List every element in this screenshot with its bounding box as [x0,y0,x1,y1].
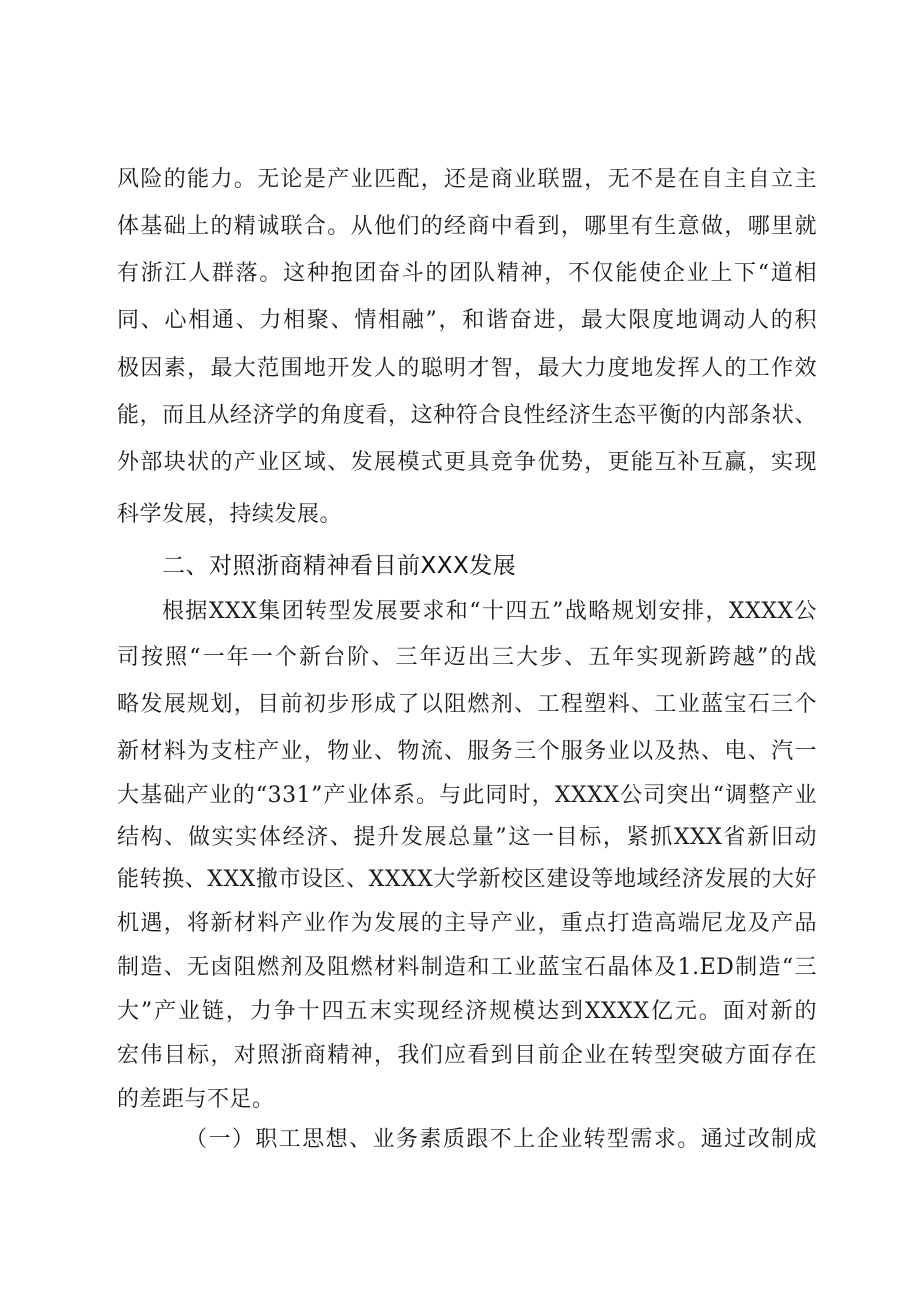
paragraph-2-line-2: 司按照“一年一个新台阶、三年迈出三大步、五年实现新跨越”的战 [117,645,817,670]
paragraph-1-line-3: 有浙江人群落。这种抱团奋斗的团队精神，不仅能使企业上下“道相 [117,261,817,286]
paragraph-2-line-4: 新材料为支柱产业，物业、物流、服务三个服务业以及热、电、汽一 [117,739,817,764]
paragraph-1-line-5: 极因素，最大范围地开发人的聪明才智，最大力度地发挥人的工作效 [117,356,817,381]
paragraph-2-line-5: 大基础产业的“331”产业体系。与此同时，XXXX公司突出“调整产业 [117,783,817,808]
paragraph-1-line-6: 能，而且从经济学的角度看，这种符合良性经济生态平衡的内部条状、 [117,403,817,428]
paragraph-2-line-1: 根据XXX集团转型发展要求和“十四五”战略规划安排，XXXX公 [162,599,817,624]
paragraph-1-line-7: 外部块状的产业区域、发展模式更具竞争优势，更能互补互赢，实现 [117,450,817,475]
paragraph-2-line-10: 大”产业链，力争十四五末实现经济规模达到XXXX亿元。面对新的 [117,999,817,1024]
paragraph-2-line-6: 结构、做实实体经济、提升发展总量”这一目标，紧抓XXX省新旧动 [117,825,817,850]
paragraph-2-line-11: 宏伟目标，对照浙商精神，我们应看到目前企业在转型突破方面存在 [117,1043,817,1068]
paragraph-2-line-9: 制造、无卤阻燃剂及阻燃材料制造和工业蓝宝石晶体及1.ED制造“三 [117,955,817,980]
paragraph-2-line-7: 能转换、XXX撤市设区、XXXX大学新校区建设等地域经济发展的大好 [117,867,817,892]
paragraph-1-line-4: 同、心相通、力相聚、情相融”，和谐奋进，最大限度地调动人的积 [117,308,817,333]
paragraph-2-line-3: 略发展规划，目前初步形成了以阻燃剂、工程塑料、工业蓝宝石三个 [117,692,817,717]
paragraph-1-line-2: 体基础上的精诚联合。从他们的经商中看到，哪里有生意做，哪里就 [117,214,817,239]
section-heading: 二、对照浙商精神看目前XXX发展 [162,553,517,579]
paragraph-2-line-8: 机遇，将新材料产业作为发展的主导产业，重点打造高端尼龙及产品 [117,911,817,936]
subsection-heading-line: （一）职工思想、业务素质跟不上企业转型需求。通过改制成 [185,1127,817,1152]
paragraph-2-line-12: 的差距与不足。 [117,1087,275,1112]
paragraph-1-line-1: 风险的能力。无论是产业匹配，还是商业联盟，无不是在自主自立主 [117,167,817,192]
paragraph-1-line-8: 科学发展，持续发展。 [117,502,343,527]
